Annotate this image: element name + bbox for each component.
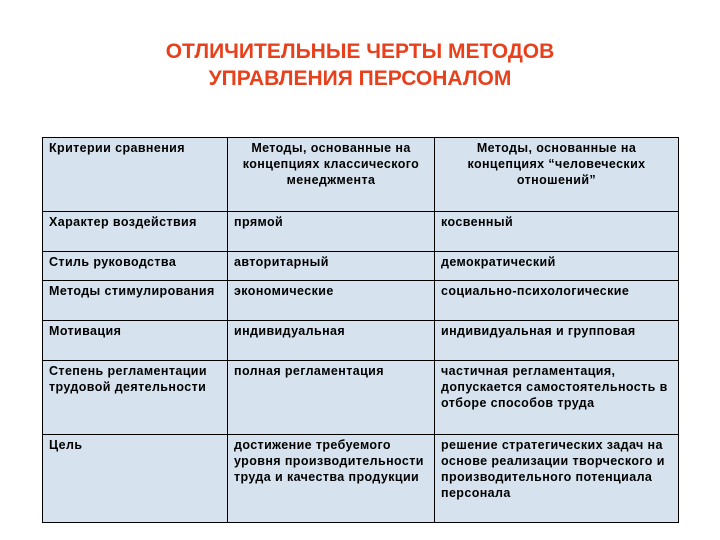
row-classical-value: прямой (228, 212, 435, 252)
row-criterion: Стиль руководства (43, 252, 228, 281)
row-human-relations-value: индивидуальная и групповая (435, 321, 679, 361)
slide-title (0, 38, 720, 92)
row-classical-value: индивидуальная (228, 321, 435, 361)
row-human-relations-value: частичная регламентация, допускается самостоятельность в отборе способов труда (435, 361, 679, 435)
row-classical-value: экономические (228, 281, 435, 321)
slide-title-line-2: УПРАВЛЕНИЯ ПЕРСОНАЛОМ (208, 67, 512, 90)
row-human-relations-value: социально-психологические (435, 281, 679, 321)
row-classical-value: авторитарный (228, 252, 435, 281)
row-criterion: Степень регламентации трудовой деятельности (43, 361, 228, 435)
header-classical-methods: Методы, основанные на концепциях классического менеджмента (228, 138, 435, 212)
row-human-relations-value: косвенный (435, 212, 679, 252)
row-criterion: Цель (43, 435, 228, 523)
table-row (43, 321, 679, 361)
table-row (43, 252, 679, 281)
row-classical-value: полная регламентация (228, 361, 435, 435)
header-human-relations-methods: Методы, основанные на концепциях “человеческих отношений” (435, 138, 679, 212)
comparison-table (42, 137, 679, 523)
row-criterion: Мотивация (43, 321, 228, 361)
row-criterion: Методы стимулирования (43, 281, 228, 321)
table-row (43, 212, 679, 252)
row-human-relations-value: демократический (435, 252, 679, 281)
table-row (43, 361, 679, 435)
header-criteria: Критерии сравнения (43, 138, 228, 212)
row-human-relations-value: решение стратегических задач на основе реализации творческого и производительного потенциала персонала (435, 435, 679, 523)
row-criterion: Характер воздействия (43, 212, 228, 252)
slide-title-line-1: ОТЛИЧИТЕЛЬНЫЕ ЧЕРТЫ МЕТОДОВ (165, 40, 555, 63)
table-row (43, 435, 679, 523)
table-header-row (43, 138, 679, 212)
table-row (43, 281, 679, 321)
row-classical-value: достижение требуемого уровня производительности труда и качества продукции (228, 435, 435, 523)
